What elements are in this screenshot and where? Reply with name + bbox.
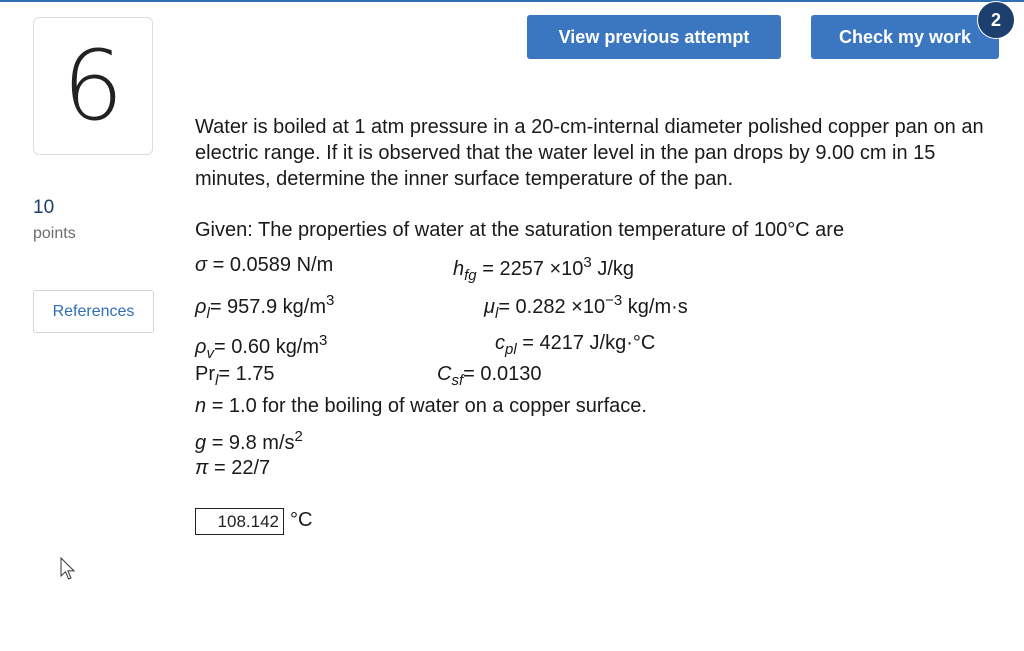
answer-input[interactable]: 108.142 bbox=[195, 508, 284, 535]
g-value: = 9.8 m/s bbox=[211, 432, 295, 454]
mul-unit: kg/m·s bbox=[627, 296, 688, 318]
rhov-value: = 0.60 kg/m bbox=[213, 336, 320, 358]
mul-property: $\mu_l= 0.282 \times 10^{-3}$ kg/m·s bbox=[484, 292, 688, 322]
cpl-value: = 4217 J/kg·°C bbox=[522, 332, 656, 354]
csf-property: $C_{sf}= 0.0130$ bbox=[437, 363, 542, 389]
rhol-value: = 957.9 kg/m bbox=[209, 296, 326, 318]
problem-statement: Water is boiled at 1 atm pressure in a 20-cm-internal diameter polished copper pan on an electric range. If it is observed that the water level in the pan drops by 9.00 cm in 15 minutes, determine the inner surface temperature of the pan. bbox=[195, 116, 984, 190]
given-intro: Given: The properties of water at the saturation temperature of 100°C are bbox=[195, 219, 845, 241]
mul-exponent: −3 bbox=[605, 292, 623, 309]
n-text: = 1.0 for the boiling of water on a copper surface. bbox=[211, 395, 647, 417]
pi-property: π = 22/7 bbox=[195, 457, 271, 479]
points-label: points bbox=[33, 225, 76, 242]
csf-value: = 0.0130 bbox=[463, 363, 542, 385]
sigma-value: = 0.0589 N/m bbox=[212, 254, 334, 276]
check-attempts-badge: 2 bbox=[977, 1, 1015, 39]
hfg-value: = 2257 ×10 bbox=[482, 258, 584, 280]
answer-unit: °C bbox=[290, 509, 313, 531]
question-number-card bbox=[33, 17, 153, 155]
question-number: 6 bbox=[62, 30, 124, 142]
g-exponent: 2 bbox=[294, 428, 303, 445]
n-property: n = 1.0 for the boiling of water on a copper surface. bbox=[195, 395, 647, 417]
g-property: g = 9.8 $m/s^2$ bbox=[195, 428, 303, 454]
hfg-unit: J/kg bbox=[597, 258, 635, 280]
check-my-work-button[interactable]: Check my work bbox=[811, 15, 999, 59]
prl-value: = 1.75 bbox=[218, 363, 275, 385]
rhov-property: $\rho_v= 0.60$ $kg/m^3$ bbox=[195, 332, 328, 362]
cpl-property: $c_{pl} = 4217$ J/kg·°C bbox=[495, 332, 656, 358]
hfg-property: $h_{fg} = 2257 \times 10^3$ J/kg bbox=[453, 254, 635, 284]
rhov-exponent: 3 bbox=[319, 332, 328, 349]
rhol-property: $\rho_l= 957.9$ $kg/m^3$ bbox=[195, 292, 335, 322]
prl-property: $Pr_l= 1.75$ bbox=[195, 363, 275, 389]
points-value: 10 bbox=[33, 197, 55, 218]
mul-value: = 0.282 ×10 bbox=[498, 296, 606, 318]
pi-value: = 22/7 bbox=[213, 457, 271, 479]
references-button[interactable]: References bbox=[33, 290, 154, 333]
top-border bbox=[0, 0, 1024, 2]
sigma-property: σ = 0.0589 N/m bbox=[195, 254, 334, 276]
hfg-exponent: 3 bbox=[583, 254, 592, 271]
rhol-exponent: 3 bbox=[326, 292, 335, 309]
mouse-cursor-icon bbox=[60, 557, 76, 581]
view-previous-attempt-button[interactable]: View previous attempt bbox=[527, 15, 781, 59]
